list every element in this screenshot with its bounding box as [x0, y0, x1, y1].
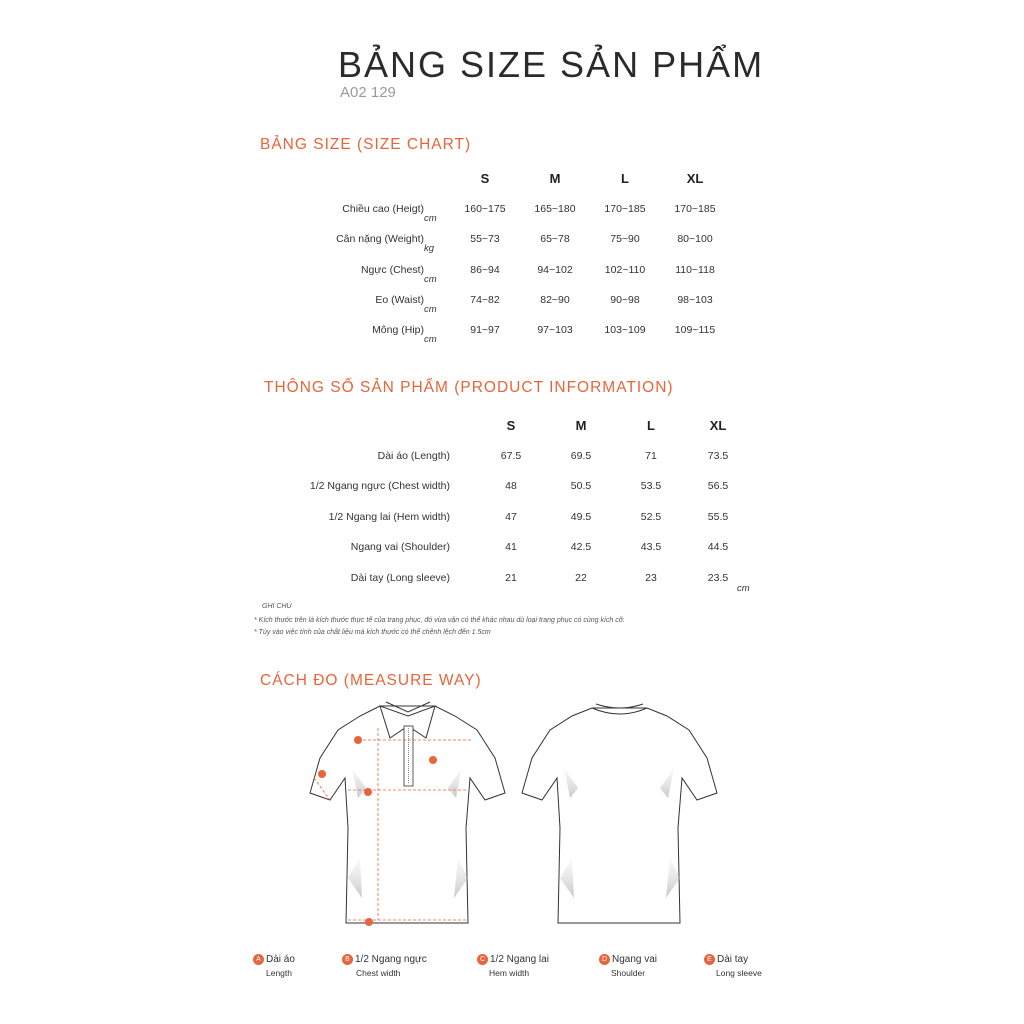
size-chart-cell: 91~97 — [470, 324, 500, 336]
product-info-row-label: Dài áo (Length) — [377, 450, 450, 462]
legend-label-en: Hem width — [489, 968, 530, 978]
size-chart-cell: 103~109 — [604, 324, 646, 336]
size-chart-row-unit: cm — [424, 213, 437, 224]
product-info-cell: 23.5 — [707, 572, 729, 584]
size-chart-cell: 82~90 — [540, 294, 570, 306]
size-chart-row-label: Eo (Waist) — [375, 294, 424, 306]
size-chart-cell: 97~103 — [537, 324, 573, 336]
legend-label-vi: Dài tay — [717, 954, 749, 966]
product-code: A02 129 — [340, 84, 396, 101]
size-chart-cell: 170~185 — [604, 203, 646, 215]
size-chart-cell: 90~98 — [610, 294, 640, 306]
size-chart-row-label: Ngực (Chest) — [360, 264, 424, 276]
size-chart-header-l: L — [621, 171, 629, 186]
product-info-row-label: 1/2 Ngang ngực (Chest width) — [309, 480, 450, 492]
product-info-cell: 73.5 — [707, 450, 729, 462]
size-chart-row-unit: cm — [424, 274, 437, 285]
notes-heading: GHI CHÚ — [262, 603, 292, 610]
product-info-header-l: L — [647, 418, 655, 433]
size-chart-cell: 110~118 — [675, 264, 715, 276]
legend-badge-d: D — [599, 954, 610, 965]
size-chart-header-xl: XL — [686, 171, 704, 186]
size-chart-cell: 160~175 — [464, 203, 506, 215]
product-info-cell: 67.5 — [500, 450, 522, 462]
product-info-cell: 22 — [575, 572, 587, 584]
size-chart-cell: 102~110 — [604, 264, 646, 276]
product-info-cell: 49.5 — [570, 511, 592, 523]
shirt-back-illustration — [512, 698, 732, 938]
size-chart-header-s: S — [480, 171, 490, 186]
legend-label-vi: Dài áo — [266, 954, 295, 966]
legend-item-long-sleeve — [704, 954, 748, 965]
note-line: * Tùy vào việc tính của chất liệu mà kích thước có thể chênh lệch đến 1.5cm — [254, 629, 491, 636]
product-info-cell: 71 — [645, 450, 657, 462]
note-line: * Kích thước trên là kích thước thực tế của trang phục, đó vừa vặn có thể khác nhau dù loại trang phục có cùng kích cỡ. — [254, 617, 625, 624]
legend-label-en: Chest width — [356, 968, 401, 978]
product-info-cell: 69.5 — [570, 450, 592, 462]
product-info-cell: 55.5 — [707, 511, 729, 523]
legend-label-vi: Ngang vai — [612, 954, 658, 966]
legend-label-vi: 1/2 Ngang ngực — [355, 954, 427, 966]
legend-label-en: Shoulder — [611, 968, 646, 978]
product-info-row-label: Ngang vai (Shoulder) — [350, 541, 450, 553]
size-chart-row-unit: kg — [424, 243, 435, 254]
legend-item-chest-width — [342, 954, 427, 965]
legend-label-en: Length — [266, 968, 292, 978]
product-info-title: THÔNG SỐ SẢN PHẨM (PRODUCT INFORMATION) — [264, 379, 674, 396]
size-chart-cell: 80~100 — [677, 233, 713, 245]
size-chart-cell: 170~185 — [674, 203, 716, 215]
size-chart-cell: 109~115 — [674, 324, 716, 336]
product-info-cell: 50.5 — [570, 480, 592, 492]
legend-item-shoulder — [599, 954, 657, 965]
size-chart-title: BẢNG SIZE (SIZE CHART) — [260, 136, 472, 153]
measure-title: CÁCH ĐO (MEASURE WAY) — [260, 672, 482, 689]
size-chart-cell: 86~94 — [470, 264, 500, 276]
product-info-cell: 43.5 — [640, 541, 662, 553]
size-chart-row-label: Cân nặng (Weight) — [336, 233, 424, 245]
size-chart-row-label: Chiều cao (Heigt) — [342, 203, 424, 215]
legend-badge-c: C — [477, 954, 488, 965]
product-info-header-xl: XL — [709, 418, 727, 433]
size-chart-cell: 75~90 — [610, 233, 640, 245]
product-info-cell: 44.5 — [707, 541, 729, 553]
product-info-cell: 23 — [645, 572, 657, 584]
shirt-front-illustration — [300, 698, 520, 938]
legend-badge-b: B — [342, 954, 353, 965]
size-chart-row-unit: cm — [424, 334, 437, 345]
page-title: BẢNG SIZE SẢN PHẨM — [338, 44, 765, 85]
product-info-cell: 53.5 — [640, 480, 662, 492]
product-info-cell: 47 — [505, 511, 517, 523]
legend-item-length — [253, 954, 295, 965]
size-chart-cell: 165~180 — [534, 203, 576, 215]
legend-label-en: Long sleeve — [716, 968, 762, 978]
size-chart-cell: 94~102 — [537, 264, 573, 276]
size-chart-cell: 74~82 — [470, 294, 500, 306]
legend-badge-e: E — [704, 954, 715, 965]
size-chart-row-label: Mông (Hip) — [372, 324, 424, 336]
product-info-cell: 48 — [505, 480, 517, 492]
product-info-header-m: M — [575, 418, 587, 433]
legend-label-vi: 1/2 Ngang lai — [490, 954, 549, 966]
product-info-row-label: Dài tay (Long sleeve) — [350, 572, 450, 584]
product-info-cell: 56.5 — [707, 480, 729, 492]
size-chart-cell: 55~73 — [470, 233, 500, 245]
legend-badge-a: A — [253, 954, 264, 965]
size-chart-header-m: M — [549, 171, 561, 186]
product-info-row-label: 1/2 Ngang lai (Hem width) — [328, 511, 450, 523]
product-info-cell: 52.5 — [640, 511, 662, 523]
product-info-cell: 41 — [505, 541, 517, 553]
product-info-header-s: S — [506, 418, 516, 433]
legend-item-hem-width — [477, 954, 549, 965]
size-chart-cell: 65~78 — [540, 233, 570, 245]
size-chart-cell: 98~103 — [677, 294, 713, 306]
product-info-cell: 42.5 — [570, 541, 592, 553]
size-chart-row-unit: cm — [424, 304, 437, 315]
product-info-unit: cm — [737, 583, 750, 594]
product-info-cell: 21 — [505, 572, 517, 584]
